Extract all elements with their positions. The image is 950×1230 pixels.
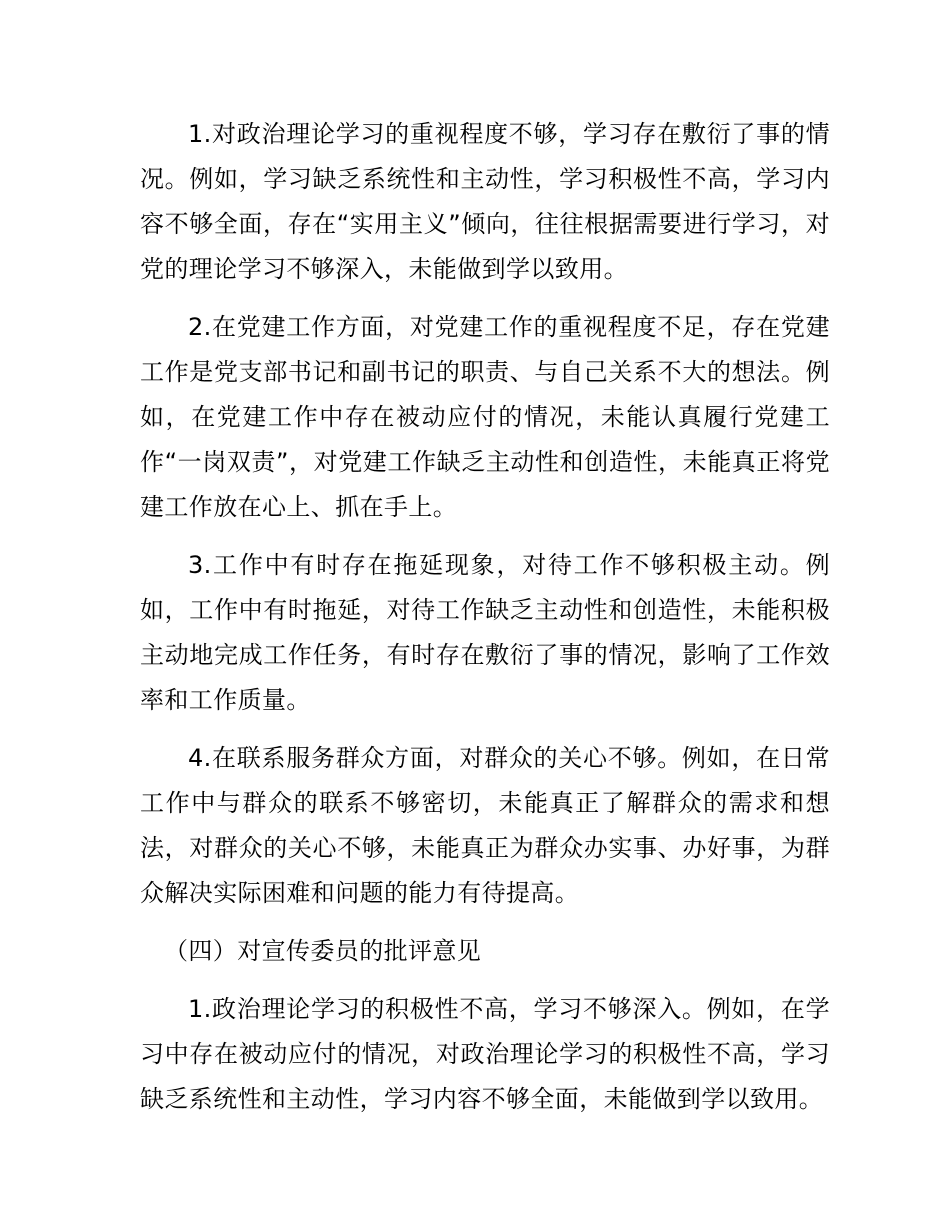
section-heading: （四）对宣传委员的批评意见 [164,937,482,965]
paragraph-4: 4.在联系服务群众方面，对群众的关心不够。例如，在日常工作中与群众的联系不够密切，未能真正了解群众的需求和想法，对群众的关心不够，未能真正为群众办实事、办好事，为群众解决实际困难和问题的能力有待提高。 [140,744,830,907]
paragraph-2: 2.在党建工作方面，对党建工作的重视程度不足，存在党建工作是党支部书记和副书记的职责、与自己关系不大的想法。例如，在党建工作中存在被动应付的情况，未能认真履行党建工作“一岗双责”，对党建工作缺乏主动性和创造性，未能真正将党建工作放在心上、抓在手上。 [140,313,830,521]
paragraph-1: 1.对政治理论学习的重视程度不够，学习存在敷衍了事的情况。例如，学习缺乏系统性和主动性，学习积极性不高，学习内容不够全面，存在“实用主义”倾向，往往根据需要进行学习，对党的理论学习不够深入，未能做到学以致用。 [140,120,830,283]
paragraph-3: 3.工作中有时存在拖延现象，对待工作不够积极主动。例如，工作中有时拖延，对待工作缺乏主动性和创造性，未能积极主动地完成工作任务，有时存在敷衍了事的情况，影响了工作效率和工作质量。 [140,551,830,714]
document-page [140,112,830,1135]
paragraph-5: 1.政治理论学习的积极性不高，学习不够深入。例如，在学习中存在被动应付的情况，对政治理论学习的积极性不高，学习缺乏系统性和主动性，学习内容不够全面，未能做到学以致用。 [140,995,830,1113]
